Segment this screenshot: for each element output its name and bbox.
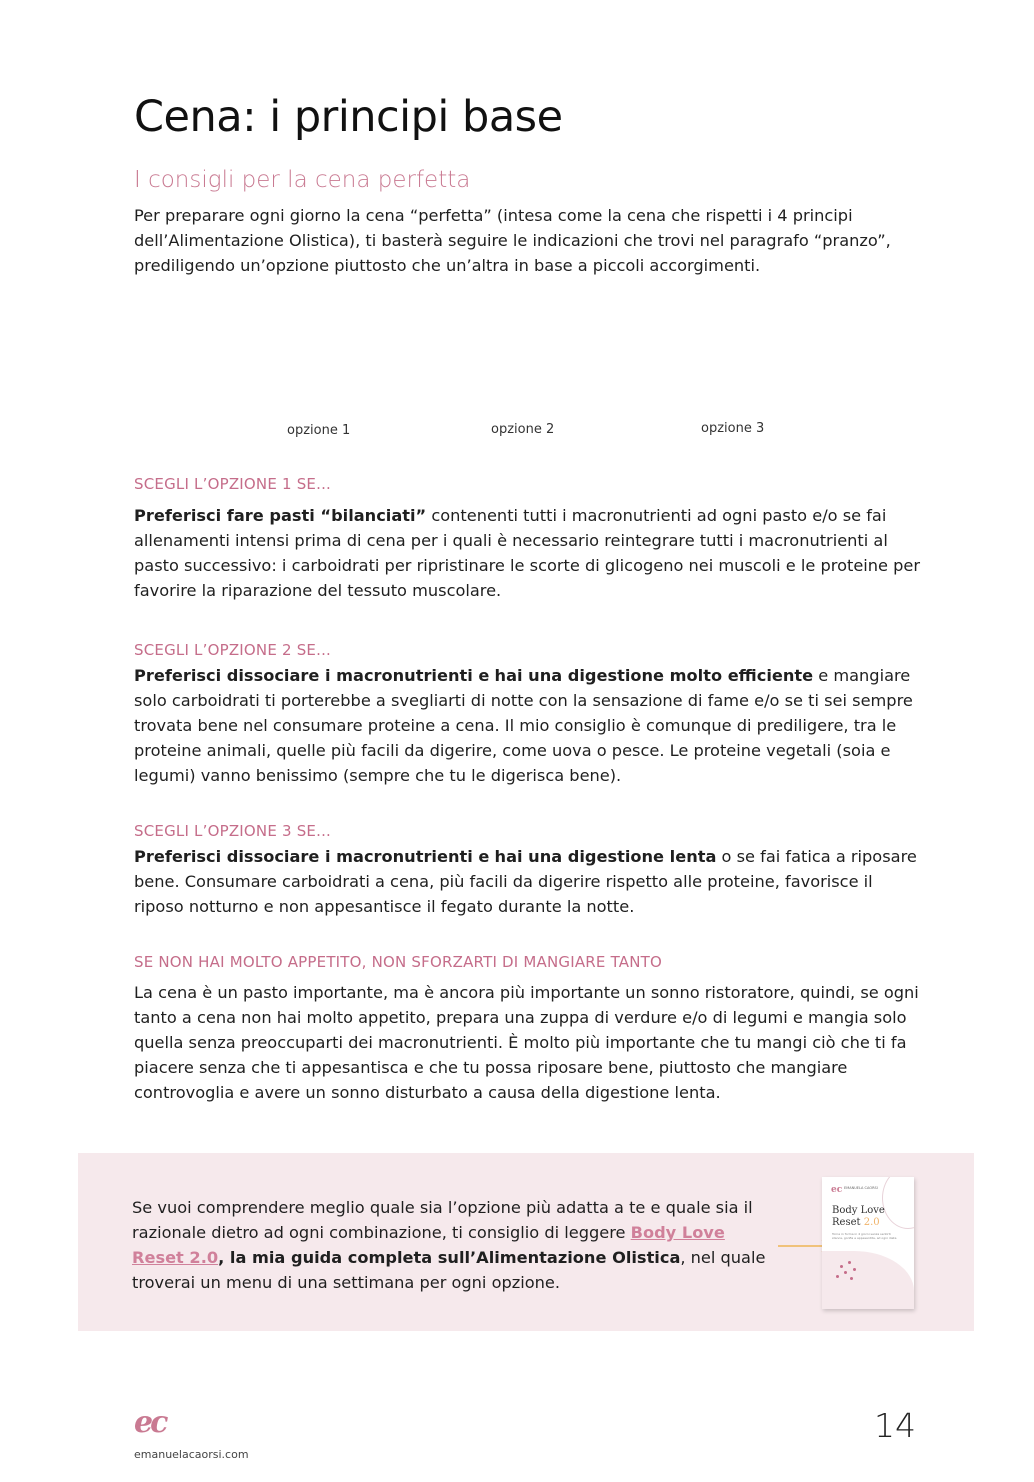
book-callout	[78, 1153, 974, 1331]
book-blob-decoration	[822, 1251, 914, 1309]
callout-text-after: , nel quale troverai un menu di una settimana per ogni opzione.	[132, 1248, 766, 1292]
option-3-paragraph	[134, 844, 924, 919]
page-number: 14	[874, 1406, 916, 1445]
section-subtitle: I consigli per la cena perfetta	[134, 167, 471, 193]
option-3-bold-a: Preferisci dissociare i macronutrienti e	[134, 847, 490, 866]
callout-text-before: Se vuoi comprendere meglio quale sia l’opzione più adatta a te e quale sia il razionale dietro ad ogni combinazione, ti consiglio di leggere	[132, 1198, 753, 1242]
arrow-right-icon	[778, 1245, 826, 1247]
footer-logo: ec	[134, 1405, 166, 1440]
option-2-text: e mangiare solo carboidrati ti porterebbe a svegliarti di notte con la sensazione di fame e/o se ti sei sempre trovata bene nel consumare proteine a cena. Il mio consiglio è comunque di prediligere, tra le proteine animali, quelle più facili da digerire, come uova o pesce. Le proteine vegetali (soia e legumi) vanno benissimo (sempre che tu le digerisca bene).	[134, 666, 913, 785]
option-2-bold-a: Preferisci dissociare i macronutrienti e	[134, 666, 490, 685]
book-arc-decoration	[882, 1177, 914, 1229]
option-2-heading: SCEGLI L’OPZIONE 2 SE...	[134, 641, 332, 659]
book-title-line2: Reset 2.0	[832, 1217, 880, 1228]
book-dot	[848, 1261, 851, 1264]
option-3-heading: SCEGLI L’OPZIONE 3 SE...	[134, 822, 332, 840]
book-dot	[836, 1275, 839, 1278]
book-subtitle: Torna in forma in 4 giorni senza sentirti stanca, gonfia e appesantita, ad ogni dieta	[832, 1232, 897, 1240]
option-1-bold: Preferisci fare pasti “bilanciati”	[134, 506, 427, 525]
book-cover-image[interactable]	[822, 1177, 914, 1309]
book-link[interactable]: Body Love Reset 2.0	[132, 1223, 725, 1267]
option-1-paragraph	[134, 503, 924, 603]
option-3-bold-b: hai una digestione lenta	[494, 847, 717, 866]
option-1-label: opzione 1	[287, 423, 351, 438]
appetite-heading: SE NON HAI MOLTO APPETITO, NON SFORZARTI DI MANGIARE TANTO	[134, 953, 663, 971]
page-title: Cena: i principi base	[134, 92, 563, 142]
book-dot	[850, 1277, 853, 1280]
footer-website: emanuelacaorsi.com	[134, 1448, 249, 1461]
option-1-heading: SCEGLI L’OPZIONE 1 SE...	[134, 475, 332, 493]
plate-diagrams	[0, 300, 1034, 450]
option-1-text: contenenti tutti i macronutrienti ad ogni pasto e/o se fai allenamenti intensi prima di cena per i quali è necessario reintegrare tutti i macronutrienti al pasto successivo: i carboidrati per ripristinare le scorte di glicogeno nei muscoli e le proteine per favorire la riparazione del tessuto muscolare.	[134, 506, 921, 600]
callout-bold: , la mia guida completa sull’Alimentazione Olistica	[218, 1248, 681, 1267]
book-author: EMANUELA CAORSI	[844, 1186, 878, 1190]
book-logo: ec	[831, 1185, 843, 1195]
book-title-line1: Body Love	[832, 1205, 885, 1216]
appetite-paragraph: La cena è un pasto importante, ma è ancora più importante un sonno ristoratore, quindi, se ogni tanto a cena non hai molto appetito, prepara una zuppa di verdure e/o di legumi e mangia solo quella senza preoccuparti dei macronutrienti. È molto più importante che tu mangi ciò che ti fa piacere senza che ti appesantisca e che tu possa riposare bene, piuttosto che mangiare controvoglia e avere un sonno disturbato a causa della digestione lenta.	[134, 983, 919, 1102]
option-2-bold-b: hai una digestione molto efficiente	[494, 666, 814, 685]
option-2-paragraph	[134, 663, 924, 788]
option-3-text: o se fai fatica a riposare bene. Consumare carboidrati a cena, più facili da digerire rispetto alle proteine, favorisce il riposo notturno e non appesantisce il fegato durante la notte.	[134, 847, 917, 916]
option-2-label: opzione 2	[491, 422, 555, 437]
book-dot	[840, 1265, 843, 1268]
callout-text	[132, 1195, 772, 1295]
intro-paragraph: Per preparare ogni giorno la cena “perfetta” (intesa come la cena che rispetti i 4 principi dell’Alimentazione Olistica), ti basterà seguire le indicazioni che trovi nel paragrafo “pranzo”, prediligendo un’opzione piuttosto che un’altra in base a piccoli accorgimenti.	[134, 206, 891, 275]
book-dot	[844, 1271, 847, 1274]
option-3-label: opzione 3	[701, 421, 765, 436]
book-dot	[853, 1268, 856, 1271]
